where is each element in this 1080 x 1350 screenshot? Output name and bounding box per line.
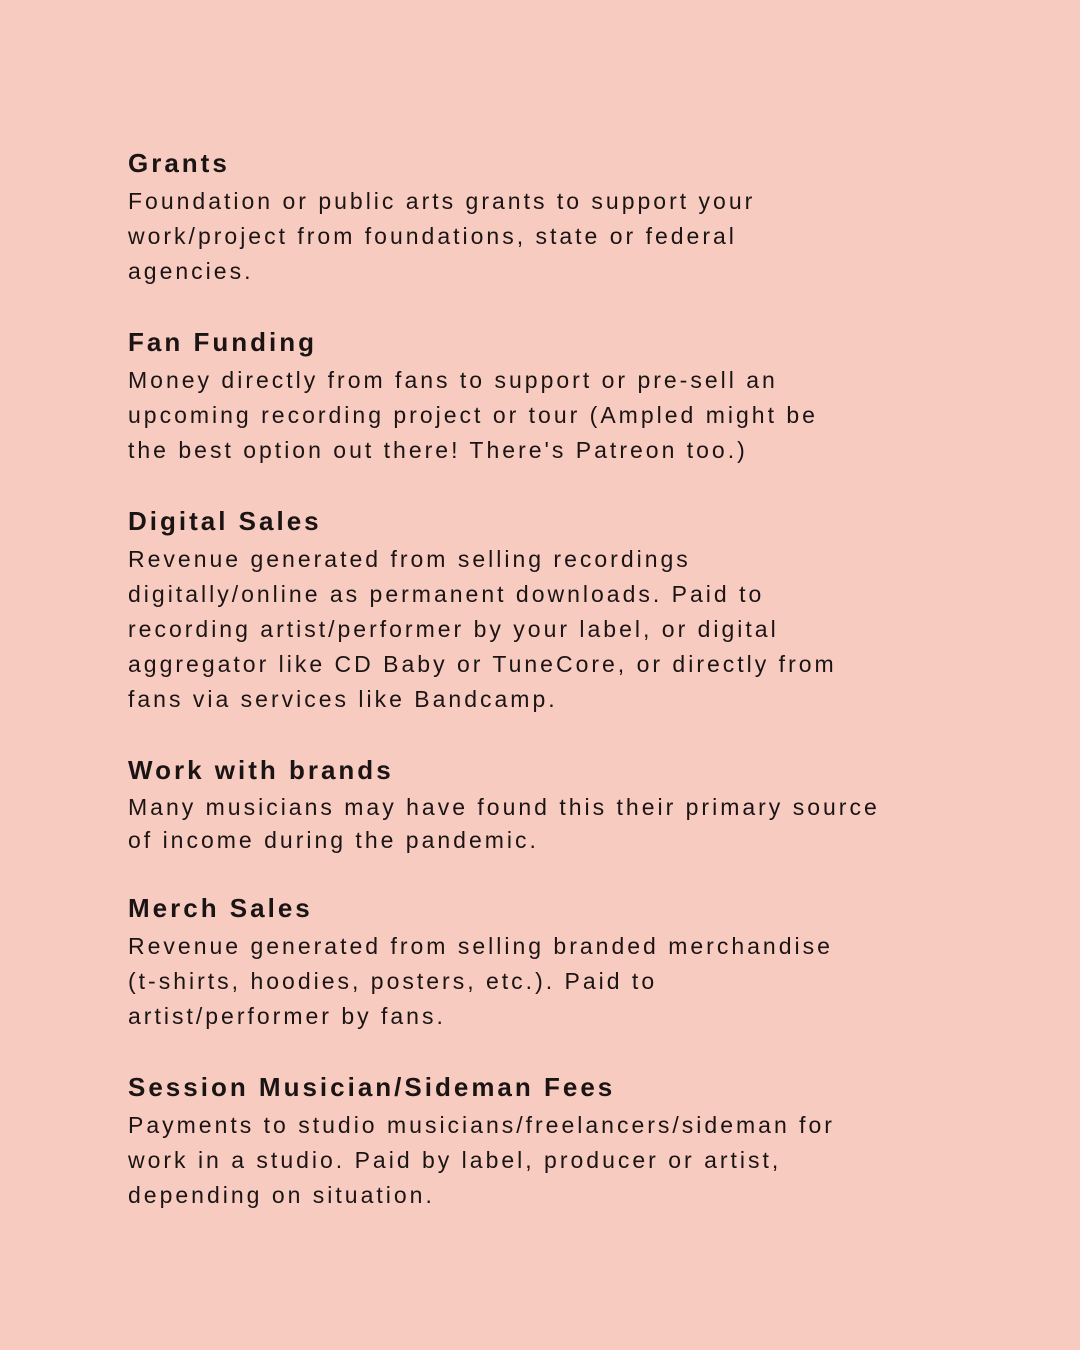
section-fan-funding bbox=[128, 327, 818, 468]
section-description: Payments to studio musicians/freelancers/sideman for work in a studio. Paid by label, producer or artist, depending on situation. bbox=[128, 1112, 835, 1208]
section-work-with-brands bbox=[128, 755, 880, 857]
section-merch-sales bbox=[128, 893, 833, 1034]
section-title: Digital Sales bbox=[128, 506, 322, 536]
section-description: Foundation or public arts grants to support your work/project from foundations, state or federal agencies. bbox=[128, 188, 756, 284]
section-session-musician-fees bbox=[128, 1072, 835, 1213]
section-title: Work with brands bbox=[128, 755, 394, 785]
section-description: Many musicians may have found this their primary source of income during the pandemic. bbox=[128, 794, 880, 853]
section-title: Grants bbox=[128, 148, 230, 178]
section-title: Fan Funding bbox=[128, 327, 317, 357]
section-description: Revenue generated from selling recordings digitally/online as permanent downloads. Paid to recording artist/performer by your label, or digital aggregator like CD Baby or TuneCore, or directly from fans via services like Bandcamp. bbox=[128, 546, 837, 712]
section-description: Money directly from fans to support or pre-sell an upcoming recording project or tour (Ampled might be the best option out there! There's Patreon too.) bbox=[128, 367, 818, 463]
section-digital-sales bbox=[128, 506, 837, 717]
section-title: Merch Sales bbox=[128, 893, 313, 923]
section-title: Session Musician/Sideman Fees bbox=[128, 1072, 616, 1102]
section-description: Revenue generated from selling branded merchandise (t-shirts, hoodies, posters, etc.). Paid to artist/performer by fans. bbox=[128, 933, 833, 1029]
section-grants bbox=[128, 148, 755, 289]
